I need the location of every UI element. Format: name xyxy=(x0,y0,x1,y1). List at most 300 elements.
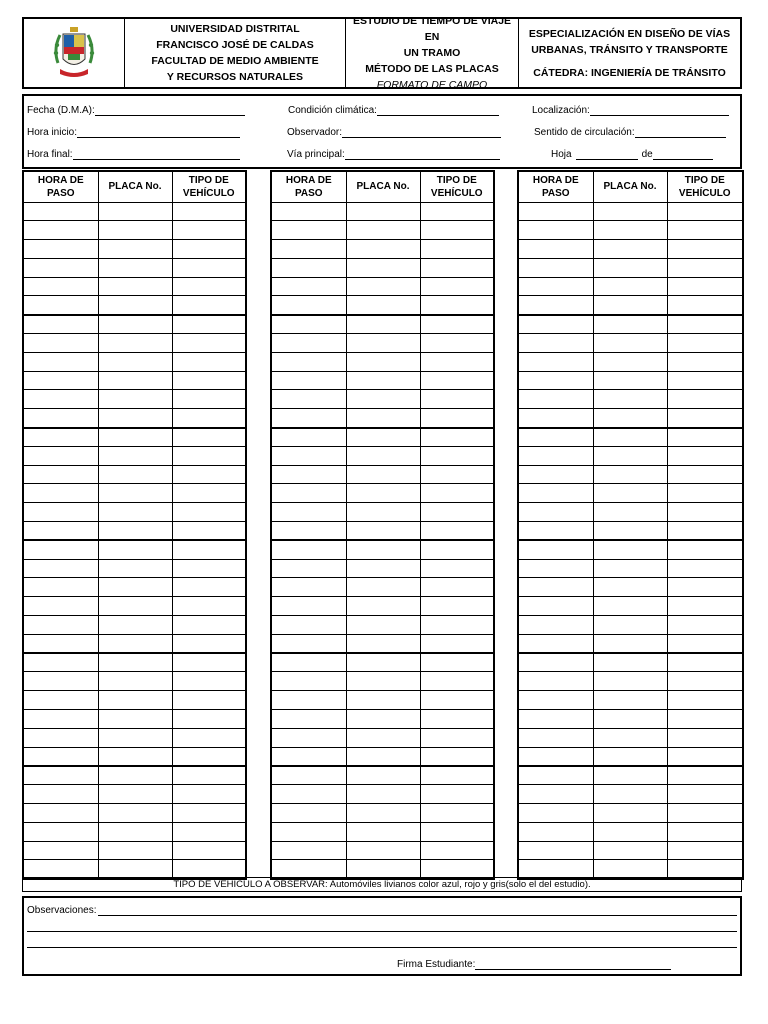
tipo-vehiculo-cell[interactable] xyxy=(172,804,246,823)
hora-paso-cell[interactable] xyxy=(518,409,593,428)
tipo-vehiculo-cell[interactable] xyxy=(420,766,494,785)
tipo-vehiculo-cell[interactable] xyxy=(420,559,494,578)
tipo-vehiculo-cell[interactable] xyxy=(667,597,743,616)
tipo-vehiculo-cell[interactable] xyxy=(172,691,246,710)
hora-paso-cell[interactable] xyxy=(271,616,346,635)
tipo-vehiculo-cell[interactable] xyxy=(667,559,743,578)
placa-cell[interactable] xyxy=(593,390,667,409)
placa-cell[interactable] xyxy=(346,822,420,841)
placa-cell[interactable] xyxy=(593,446,667,465)
hora-paso-cell[interactable] xyxy=(271,597,346,616)
placa-cell[interactable] xyxy=(346,728,420,747)
placa-cell[interactable] xyxy=(346,578,420,597)
hora-paso-cell[interactable] xyxy=(518,691,593,710)
placa-cell[interactable] xyxy=(593,484,667,503)
tipo-vehiculo-cell[interactable] xyxy=(420,672,494,691)
tipo-vehiculo-cell[interactable] xyxy=(667,352,743,371)
hora-paso-cell[interactable] xyxy=(518,352,593,371)
tipo-vehiculo-cell[interactable] xyxy=(172,390,246,409)
placa-cell[interactable] xyxy=(346,597,420,616)
placa-cell[interactable] xyxy=(346,747,420,766)
placa-cell[interactable] xyxy=(593,785,667,804)
tipo-vehiculo-cell[interactable] xyxy=(420,728,494,747)
placa-cell[interactable] xyxy=(98,352,172,371)
hora-paso-cell[interactable] xyxy=(518,841,593,860)
hora-paso-cell[interactable] xyxy=(23,202,98,221)
placa-cell[interactable] xyxy=(98,728,172,747)
hora-paso-cell[interactable] xyxy=(518,446,593,465)
observations-line-1[interactable] xyxy=(27,915,737,916)
hora-paso-cell[interactable] xyxy=(271,578,346,597)
placa-cell[interactable] xyxy=(593,841,667,860)
tipo-vehiculo-cell[interactable] xyxy=(420,860,494,879)
hora-paso-cell[interactable] xyxy=(23,484,98,503)
placa-cell[interactable] xyxy=(346,371,420,390)
fecha-field[interactable] xyxy=(27,105,245,116)
placa-cell[interactable] xyxy=(98,804,172,823)
placa-cell[interactable] xyxy=(346,240,420,259)
placa-cell[interactable] xyxy=(346,202,420,221)
hora-paso-cell[interactable] xyxy=(23,409,98,428)
tipo-vehiculo-cell[interactable] xyxy=(420,540,494,559)
tipo-vehiculo-cell[interactable] xyxy=(667,484,743,503)
hora-paso-cell[interactable] xyxy=(271,296,346,315)
tipo-vehiculo-cell[interactable] xyxy=(172,484,246,503)
hora-paso-cell[interactable] xyxy=(23,766,98,785)
placa-cell[interactable] xyxy=(98,634,172,653)
tipo-vehiculo-cell[interactable] xyxy=(172,334,246,353)
placa-cell[interactable] xyxy=(98,202,172,221)
hora-paso-cell[interactable] xyxy=(518,277,593,296)
placa-cell[interactable] xyxy=(346,559,420,578)
tipo-vehiculo-cell[interactable] xyxy=(420,258,494,277)
tipo-vehiculo-cell[interactable] xyxy=(172,653,246,672)
tipo-vehiculo-cell[interactable] xyxy=(667,728,743,747)
hora-paso-cell[interactable] xyxy=(23,597,98,616)
placa-cell[interactable] xyxy=(98,503,172,522)
placa-cell[interactable] xyxy=(98,409,172,428)
placa-cell[interactable] xyxy=(346,409,420,428)
tipo-vehiculo-cell[interactable] xyxy=(420,597,494,616)
placa-cell[interactable] xyxy=(98,221,172,240)
placa-cell[interactable] xyxy=(98,597,172,616)
placa-cell[interactable] xyxy=(98,578,172,597)
hora-paso-cell[interactable] xyxy=(23,390,98,409)
tipo-vehiculo-cell[interactable] xyxy=(172,202,246,221)
tipo-vehiculo-cell[interactable] xyxy=(420,221,494,240)
tipo-vehiculo-cell[interactable] xyxy=(667,634,743,653)
tipo-vehiculo-cell[interactable] xyxy=(420,371,494,390)
tipo-vehiculo-cell[interactable] xyxy=(667,691,743,710)
placa-cell[interactable] xyxy=(98,465,172,484)
placa-cell[interactable] xyxy=(593,240,667,259)
hora-paso-cell[interactable] xyxy=(518,315,593,334)
tipo-vehiculo-cell[interactable] xyxy=(667,371,743,390)
tipo-vehiculo-cell[interactable] xyxy=(172,277,246,296)
hora-paso-cell[interactable] xyxy=(271,428,346,447)
placa-cell[interactable] xyxy=(593,428,667,447)
placa-cell[interactable] xyxy=(593,522,667,541)
signature-field[interactable] xyxy=(397,959,671,970)
hora-paso-cell[interactable] xyxy=(271,634,346,653)
hora-paso-cell[interactable] xyxy=(271,503,346,522)
hora-paso-cell[interactable] xyxy=(518,258,593,277)
placa-cell[interactable] xyxy=(346,334,420,353)
tipo-vehiculo-cell[interactable] xyxy=(172,315,246,334)
tipo-vehiculo-cell[interactable] xyxy=(420,710,494,729)
hora-paso-cell[interactable] xyxy=(271,334,346,353)
observador-field[interactable] xyxy=(287,127,501,138)
placa-cell[interactable] xyxy=(98,747,172,766)
placa-cell[interactable] xyxy=(98,653,172,672)
placa-cell[interactable] xyxy=(593,672,667,691)
placa-cell[interactable] xyxy=(593,691,667,710)
hora-paso-cell[interactable] xyxy=(271,465,346,484)
hora-paso-cell[interactable] xyxy=(23,691,98,710)
hora-final-field[interactable] xyxy=(27,149,240,160)
placa-cell[interactable] xyxy=(346,540,420,559)
tipo-vehiculo-cell[interactable] xyxy=(172,766,246,785)
placa-cell[interactable] xyxy=(593,334,667,353)
placa-cell[interactable] xyxy=(98,371,172,390)
tipo-vehiculo-cell[interactable] xyxy=(420,653,494,672)
tipo-vehiculo-cell[interactable] xyxy=(172,522,246,541)
placa-cell[interactable] xyxy=(98,841,172,860)
hora-paso-cell[interactable] xyxy=(23,804,98,823)
placa-cell[interactable] xyxy=(346,258,420,277)
placa-cell[interactable] xyxy=(346,672,420,691)
tipo-vehiculo-cell[interactable] xyxy=(420,578,494,597)
hora-paso-cell[interactable] xyxy=(518,728,593,747)
hora-paso-cell[interactable] xyxy=(271,728,346,747)
hora-paso-cell[interactable] xyxy=(23,822,98,841)
placa-cell[interactable] xyxy=(593,465,667,484)
tipo-vehiculo-cell[interactable] xyxy=(667,804,743,823)
hora-paso-cell[interactable] xyxy=(23,258,98,277)
tipo-vehiculo-cell[interactable] xyxy=(667,503,743,522)
hora-paso-cell[interactable] xyxy=(518,371,593,390)
hora-paso-cell[interactable] xyxy=(518,597,593,616)
hora-paso-cell[interactable] xyxy=(518,334,593,353)
placa-cell[interactable] xyxy=(593,578,667,597)
hora-paso-cell[interactable] xyxy=(518,653,593,672)
tipo-vehiculo-cell[interactable] xyxy=(420,616,494,635)
placa-cell[interactable] xyxy=(346,653,420,672)
hora-paso-cell[interactable] xyxy=(518,804,593,823)
hora-paso-cell[interactable] xyxy=(271,691,346,710)
hora-paso-cell[interactable] xyxy=(23,747,98,766)
hora-paso-cell[interactable] xyxy=(518,766,593,785)
observations-line-2[interactable] xyxy=(27,931,737,932)
hora-paso-cell[interactable] xyxy=(518,634,593,653)
hora-paso-cell[interactable] xyxy=(271,766,346,785)
tipo-vehiculo-cell[interactable] xyxy=(172,465,246,484)
hora-paso-cell[interactable] xyxy=(23,352,98,371)
tipo-vehiculo-cell[interactable] xyxy=(172,296,246,315)
tipo-vehiculo-cell[interactable] xyxy=(667,616,743,635)
tipo-vehiculo-cell[interactable] xyxy=(420,240,494,259)
hora-paso-cell[interactable] xyxy=(23,428,98,447)
hora-paso-cell[interactable] xyxy=(23,221,98,240)
tipo-vehiculo-cell[interactable] xyxy=(667,428,743,447)
placa-cell[interactable] xyxy=(98,428,172,447)
placa-cell[interactable] xyxy=(98,710,172,729)
placa-cell[interactable] xyxy=(346,465,420,484)
hora-paso-cell[interactable] xyxy=(271,653,346,672)
placa-cell[interactable] xyxy=(346,503,420,522)
tipo-vehiculo-cell[interactable] xyxy=(420,446,494,465)
hora-paso-cell[interactable] xyxy=(518,503,593,522)
placa-cell[interactable] xyxy=(346,634,420,653)
tipo-vehiculo-cell[interactable] xyxy=(172,240,246,259)
tipo-vehiculo-cell[interactable] xyxy=(667,766,743,785)
hora-paso-cell[interactable] xyxy=(271,390,346,409)
tipo-vehiculo-cell[interactable] xyxy=(420,634,494,653)
localizacion-field[interactable] xyxy=(532,105,729,116)
tipo-vehiculo-cell[interactable] xyxy=(420,484,494,503)
tipo-vehiculo-cell[interactable] xyxy=(172,841,246,860)
tipo-vehiculo-cell[interactable] xyxy=(172,616,246,635)
tipo-vehiculo-cell[interactable] xyxy=(172,428,246,447)
tipo-vehiculo-cell[interactable] xyxy=(667,202,743,221)
placa-cell[interactable] xyxy=(98,616,172,635)
hora-paso-cell[interactable] xyxy=(23,616,98,635)
tipo-vehiculo-cell[interactable] xyxy=(420,409,494,428)
placa-cell[interactable] xyxy=(346,428,420,447)
hora-paso-cell[interactable] xyxy=(518,240,593,259)
tipo-vehiculo-cell[interactable] xyxy=(420,465,494,484)
placa-cell[interactable] xyxy=(98,672,172,691)
hora-paso-cell[interactable] xyxy=(271,221,346,240)
hora-paso-cell[interactable] xyxy=(518,822,593,841)
placa-cell[interactable] xyxy=(346,277,420,296)
hora-paso-cell[interactable] xyxy=(23,578,98,597)
tipo-vehiculo-cell[interactable] xyxy=(667,653,743,672)
hora-paso-cell[interactable] xyxy=(23,710,98,729)
placa-cell[interactable] xyxy=(98,540,172,559)
sentido-field[interactable] xyxy=(534,127,726,138)
placa-cell[interactable] xyxy=(346,860,420,879)
placa-cell[interactable] xyxy=(593,277,667,296)
tipo-vehiculo-cell[interactable] xyxy=(420,202,494,221)
tipo-vehiculo-cell[interactable] xyxy=(667,258,743,277)
placa-cell[interactable] xyxy=(98,691,172,710)
placa-cell[interactable] xyxy=(593,371,667,390)
tipo-vehiculo-cell[interactable] xyxy=(667,296,743,315)
hora-paso-cell[interactable] xyxy=(23,860,98,879)
tipo-vehiculo-cell[interactable] xyxy=(172,822,246,841)
tipo-vehiculo-cell[interactable] xyxy=(172,540,246,559)
tipo-vehiculo-cell[interactable] xyxy=(667,315,743,334)
tipo-vehiculo-cell[interactable] xyxy=(420,804,494,823)
placa-cell[interactable] xyxy=(593,559,667,578)
tipo-vehiculo-cell[interactable] xyxy=(420,747,494,766)
placa-cell[interactable] xyxy=(346,315,420,334)
tipo-vehiculo-cell[interactable] xyxy=(667,334,743,353)
tipo-vehiculo-cell[interactable] xyxy=(172,371,246,390)
placa-cell[interactable] xyxy=(346,221,420,240)
hora-paso-cell[interactable] xyxy=(23,540,98,559)
placa-cell[interactable] xyxy=(346,296,420,315)
hora-paso-cell[interactable] xyxy=(23,371,98,390)
tipo-vehiculo-cell[interactable] xyxy=(172,672,246,691)
hora-paso-cell[interactable] xyxy=(271,841,346,860)
hora-paso-cell[interactable] xyxy=(271,484,346,503)
placa-cell[interactable] xyxy=(98,315,172,334)
hora-paso-cell[interactable] xyxy=(518,221,593,240)
hora-paso-cell[interactable] xyxy=(518,672,593,691)
hora-paso-cell[interactable] xyxy=(518,484,593,503)
placa-cell[interactable] xyxy=(98,559,172,578)
hora-paso-cell[interactable] xyxy=(23,296,98,315)
hora-paso-cell[interactable] xyxy=(23,672,98,691)
placa-cell[interactable] xyxy=(593,616,667,635)
placa-cell[interactable] xyxy=(346,766,420,785)
hora-paso-cell[interactable] xyxy=(271,371,346,390)
hora-paso-cell[interactable] xyxy=(271,240,346,259)
placa-cell[interactable] xyxy=(346,522,420,541)
placa-cell[interactable] xyxy=(593,221,667,240)
tipo-vehiculo-cell[interactable] xyxy=(172,634,246,653)
hora-paso-cell[interactable] xyxy=(518,578,593,597)
tipo-vehiculo-cell[interactable] xyxy=(420,822,494,841)
placa-cell[interactable] xyxy=(593,804,667,823)
placa-cell[interactable] xyxy=(593,766,667,785)
placa-cell[interactable] xyxy=(593,860,667,879)
tipo-vehiculo-cell[interactable] xyxy=(667,522,743,541)
placa-cell[interactable] xyxy=(98,822,172,841)
hora-paso-cell[interactable] xyxy=(271,747,346,766)
tipo-vehiculo-cell[interactable] xyxy=(420,277,494,296)
tipo-vehiculo-cell[interactable] xyxy=(667,578,743,597)
tipo-vehiculo-cell[interactable] xyxy=(172,503,246,522)
tipo-vehiculo-cell[interactable] xyxy=(667,446,743,465)
hora-paso-cell[interactable] xyxy=(271,352,346,371)
hora-paso-cell[interactable] xyxy=(23,634,98,653)
hora-paso-cell[interactable] xyxy=(271,522,346,541)
tipo-vehiculo-cell[interactable] xyxy=(667,785,743,804)
placa-cell[interactable] xyxy=(593,747,667,766)
placa-cell[interactable] xyxy=(593,728,667,747)
hora-paso-cell[interactable] xyxy=(23,522,98,541)
hora-paso-cell[interactable] xyxy=(23,653,98,672)
placa-cell[interactable] xyxy=(593,258,667,277)
tipo-vehiculo-cell[interactable] xyxy=(667,540,743,559)
tipo-vehiculo-cell[interactable] xyxy=(667,240,743,259)
tipo-vehiculo-cell[interactable] xyxy=(172,728,246,747)
tipo-vehiculo-cell[interactable] xyxy=(420,334,494,353)
placa-cell[interactable] xyxy=(593,822,667,841)
hora-paso-cell[interactable] xyxy=(271,785,346,804)
placa-cell[interactable] xyxy=(593,409,667,428)
tipo-vehiculo-cell[interactable] xyxy=(420,691,494,710)
hora-paso-cell[interactable] xyxy=(518,522,593,541)
tipo-vehiculo-cell[interactable] xyxy=(172,446,246,465)
hora-paso-cell[interactable] xyxy=(271,315,346,334)
hora-paso-cell[interactable] xyxy=(271,860,346,879)
hora-paso-cell[interactable] xyxy=(518,296,593,315)
hora-paso-cell[interactable] xyxy=(518,559,593,578)
hora-paso-cell[interactable] xyxy=(518,785,593,804)
hora-inicio-field[interactable] xyxy=(27,127,240,138)
placa-cell[interactable] xyxy=(98,296,172,315)
hora-paso-cell[interactable] xyxy=(518,390,593,409)
placa-cell[interactable] xyxy=(98,334,172,353)
placa-cell[interactable] xyxy=(593,710,667,729)
placa-cell[interactable] xyxy=(98,258,172,277)
placa-cell[interactable] xyxy=(593,352,667,371)
hora-paso-cell[interactable] xyxy=(23,446,98,465)
tipo-vehiculo-cell[interactable] xyxy=(172,597,246,616)
placa-cell[interactable] xyxy=(98,390,172,409)
placa-cell[interactable] xyxy=(346,691,420,710)
tipo-vehiculo-cell[interactable] xyxy=(172,747,246,766)
hora-paso-cell[interactable] xyxy=(518,202,593,221)
placa-cell[interactable] xyxy=(98,522,172,541)
tipo-vehiculo-cell[interactable] xyxy=(172,352,246,371)
placa-cell[interactable] xyxy=(593,597,667,616)
observations-line-3[interactable] xyxy=(27,947,737,948)
tipo-vehiculo-cell[interactable] xyxy=(172,785,246,804)
hora-paso-cell[interactable] xyxy=(23,841,98,860)
hora-paso-cell[interactable] xyxy=(23,728,98,747)
tipo-vehiculo-cell[interactable] xyxy=(420,296,494,315)
hora-paso-cell[interactable] xyxy=(271,822,346,841)
tipo-vehiculo-cell[interactable] xyxy=(172,860,246,879)
tipo-vehiculo-cell[interactable] xyxy=(667,409,743,428)
condicion-field[interactable] xyxy=(288,105,499,116)
hora-paso-cell[interactable] xyxy=(271,446,346,465)
placa-cell[interactable] xyxy=(98,484,172,503)
hora-paso-cell[interactable] xyxy=(518,428,593,447)
hora-paso-cell[interactable] xyxy=(271,559,346,578)
tipo-vehiculo-cell[interactable] xyxy=(667,672,743,691)
placa-cell[interactable] xyxy=(98,785,172,804)
placa-cell[interactable] xyxy=(98,860,172,879)
tipo-vehiculo-cell[interactable] xyxy=(172,559,246,578)
tipo-vehiculo-cell[interactable] xyxy=(667,841,743,860)
placa-cell[interactable] xyxy=(98,446,172,465)
via-field[interactable] xyxy=(287,149,500,160)
tipo-vehiculo-cell[interactable] xyxy=(420,352,494,371)
hora-paso-cell[interactable] xyxy=(23,503,98,522)
placa-cell[interactable] xyxy=(593,540,667,559)
hora-paso-cell[interactable] xyxy=(271,804,346,823)
hora-paso-cell[interactable] xyxy=(271,710,346,729)
hora-paso-cell[interactable] xyxy=(518,710,593,729)
placa-cell[interactable] xyxy=(98,277,172,296)
tipo-vehiculo-cell[interactable] xyxy=(172,710,246,729)
hora-paso-cell[interactable] xyxy=(518,747,593,766)
placa-cell[interactable] xyxy=(346,785,420,804)
tipo-vehiculo-cell[interactable] xyxy=(420,522,494,541)
placa-cell[interactable] xyxy=(346,352,420,371)
placa-cell[interactable] xyxy=(593,315,667,334)
placa-cell[interactable] xyxy=(346,616,420,635)
hora-paso-cell[interactable] xyxy=(23,315,98,334)
tipo-vehiculo-cell[interactable] xyxy=(172,221,246,240)
tipo-vehiculo-cell[interactable] xyxy=(667,710,743,729)
placa-cell[interactable] xyxy=(346,841,420,860)
tipo-vehiculo-cell[interactable] xyxy=(667,822,743,841)
hora-paso-cell[interactable] xyxy=(271,540,346,559)
tipo-vehiculo-cell[interactable] xyxy=(667,747,743,766)
placa-cell[interactable] xyxy=(593,634,667,653)
placa-cell[interactable] xyxy=(593,202,667,221)
hora-paso-cell[interactable] xyxy=(23,559,98,578)
tipo-vehiculo-cell[interactable] xyxy=(172,409,246,428)
tipo-vehiculo-cell[interactable] xyxy=(667,221,743,240)
